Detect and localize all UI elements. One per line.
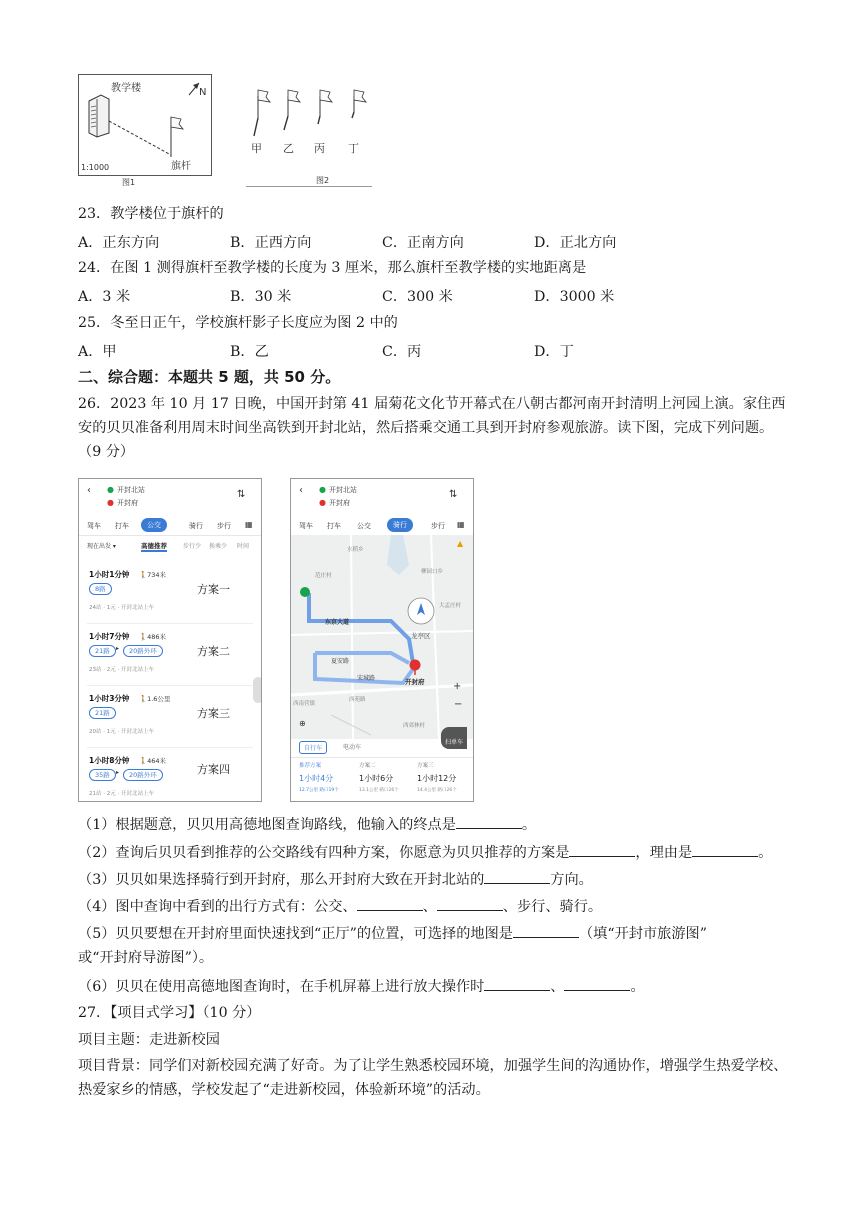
q26-sub1 [78, 814, 536, 835]
q26-sub2-text: （2）查询后贝贝看到推荐的公交路线有四种方案，你愿意为贝贝推荐的方案是 [78, 845, 570, 861]
origin-label: 开封北站 [117, 486, 145, 494]
answer-blank[interactable] [437, 896, 503, 911]
q26-sub3-end: 方向。 [550, 872, 593, 888]
tab-drive[interactable]: 驾车 [87, 522, 101, 530]
map-label: 龙亭区 [411, 632, 431, 640]
q26-sub6-text: （6）贝贝在使用高德地图查询时，在手机屏幕上进行放大操作时 [78, 979, 485, 995]
grid-icon[interactable]: ▦ [457, 520, 465, 529]
q27-title: 27．【项目式学习】（10 分） [78, 1005, 261, 1021]
q26-sub2 [78, 842, 772, 863]
answer-blank[interactable] [569, 842, 635, 857]
route-time: 1小时3分钟 [89, 694, 130, 703]
north-label: N [199, 87, 207, 98]
mode-bike[interactable]: 自行车 [299, 741, 327, 754]
dest-label: 开封府 [117, 499, 138, 507]
flag-icon [171, 117, 183, 157]
north-arrow-icon [189, 83, 199, 95]
q26-sub6-sep: 、 [550, 979, 565, 995]
route-arrow-icon: ▸ [116, 645, 120, 652]
swap-icon[interactable]: ⇅ [449, 489, 458, 500]
compass-icon [408, 598, 434, 624]
route-time: 1小时1分钟 [89, 570, 130, 579]
flag-jia-icon [254, 90, 270, 136]
flag-label-ding: 丁 [348, 142, 359, 155]
route-line-pill: 20路外环 [123, 769, 163, 781]
q26-intro: 26．2023 年 10 月 17 日晚，中国开封第 41 届菊花文化节开幕式在八朝古都河南开封清明上河园上演。家住西安的贝贝准备利用周末时间坐高铁到开封北站，然后搭乘交通工具到开封府参观旅游。读下图，完成下列问题。（9 分） [78, 396, 786, 460]
start-marker-icon [300, 587, 310, 597]
q24-option-b: B．30 米 [230, 289, 292, 305]
filter-recommended[interactable]: 高德推荐 [141, 542, 167, 550]
q27-background: 项目背景：同学们对新校园充满了好奇。为了让学生熟悉校园环境，加强学生间的沟通协作，增强学生热爱学校、热爱家乡的情感，学校发起了“走进新校园，体验新环境”的活动。 [78, 1058, 788, 1098]
plan-label-3: 方案三 [417, 763, 434, 769]
q25-option-c: C．丙 [382, 344, 422, 360]
flag-label-yi: 乙 [283, 142, 294, 155]
q26-sub4 [78, 896, 602, 917]
q25-stem: 25．冬至日正午，学校旗杆影子长度应为图 2 中的 [78, 315, 398, 331]
map-label: 范庄村 [315, 573, 332, 579]
figure-1 [78, 74, 212, 176]
answer-blank[interactable] [456, 814, 522, 829]
q26-sub4-sep: 、 [422, 899, 437, 915]
figure-1-drawing [79, 75, 211, 175]
plan-label-1: 推荐方案 [299, 763, 322, 769]
tab-walk[interactable]: 步行 [217, 522, 231, 530]
q26-sub1-end: 。 [521, 817, 537, 833]
answer-blank[interactable] [484, 869, 550, 884]
q23-stem: 23．教学楼位于旗杆的 [78, 206, 224, 222]
tab-ride[interactable]: 骑行 [387, 518, 413, 532]
route-walk: 🚶464米 [139, 757, 166, 765]
map-label: 大孟庄村 [439, 603, 462, 609]
route-line-pill: 35路 [89, 769, 116, 781]
route-map-drawing [291, 535, 473, 739]
q26-sub2-mid: ，理由是 [635, 845, 693, 861]
warning-icon[interactable]: ▲ [457, 539, 464, 548]
filter-depart-now[interactable]: 现在出发 ▾ [87, 543, 116, 550]
flag-label-jia: 甲 [251, 142, 262, 155]
plan-time-3[interactable]: 1小时12分 [417, 774, 457, 783]
q24-option-c: C．300 米 [382, 289, 453, 305]
route-line-pill: 20路外环 [123, 645, 163, 657]
phone-screenshot-ride [290, 478, 474, 802]
filter-less-transfer[interactable]: 换乘少 [209, 543, 228, 550]
tab-ride[interactable]: 骑行 [189, 522, 203, 530]
route-time: 1小时8分钟 [89, 756, 130, 765]
route-walk: 🚶734米 [139, 571, 166, 579]
flag-ding-icon [352, 90, 366, 118]
q25-option-a: A．甲 [78, 344, 117, 360]
distance-line [109, 121, 171, 155]
map-label: 夏安路 [331, 658, 350, 665]
route-item-3[interactable] [79, 689, 261, 747]
route-arrow-icon: ▸ [116, 769, 120, 776]
route-plan-label-1: 方案一 [197, 583, 230, 596]
q26-sub6-end: 。 [630, 979, 645, 995]
dest-dot-icon: ● [107, 498, 114, 507]
dest-dot-icon: ● [319, 498, 326, 507]
map-label: 柳园口乡 [421, 569, 444, 575]
map-label: 水稻乡 [347, 547, 364, 553]
route-item-1[interactable] [79, 565, 261, 623]
answer-blank[interactable] [357, 896, 423, 911]
q26-sub4-text: （4）图中查询中看到的出行方式有：公交、 [78, 899, 357, 915]
route-meta: 24站 · 1元 · 开封北站上车 [89, 605, 154, 611]
origin-label: 开封北站 [329, 486, 357, 494]
flag-bing-icon [318, 90, 332, 124]
route-line-pill: 21路 [89, 645, 116, 657]
q24-option-a: A．3 米 [78, 289, 131, 305]
map-label: 东京大道 [325, 619, 350, 626]
route-plan-label-4: 方案四 [197, 763, 230, 776]
mode-ebike[interactable]: 电动车 [343, 744, 362, 751]
figure-2 [246, 84, 372, 187]
route-time: 1小时7分钟 [89, 632, 130, 641]
building-label: 教学楼 [111, 83, 141, 94]
scan-bike-button[interactable]: 扫单车 [441, 727, 467, 749]
q26-sub3 [78, 869, 593, 890]
route-item-2[interactable] [79, 627, 261, 685]
route-line-pill: 8路 [89, 583, 112, 595]
answer-blank[interactable] [484, 976, 550, 991]
map-label: 开封府 [405, 678, 425, 686]
tab-walk[interactable]: 步行 [431, 522, 445, 530]
dest-label: 开封府 [329, 499, 350, 507]
q25-option-d: D．丁 [534, 344, 574, 360]
figure-2-caption: 图2 [316, 176, 330, 185]
q26-sub4-end: 、步行、骑行。 [502, 899, 603, 915]
q24-stem: 24．在图 1 测得旗杆至教学楼的长度为 3 厘米，那么旗杆至教学楼的实地距离是 [78, 260, 587, 276]
tab-drive[interactable]: 驾车 [299, 522, 313, 530]
zoom-in-button[interactable]: + [453, 681, 462, 692]
q26-sub3-text: （3）贝贝如果选择骑行到开封府，那么开封府大致在开封北站的 [78, 872, 485, 888]
plan-time-1[interactable]: 1小时4分 [299, 774, 334, 783]
map-label: 西苑路 [349, 697, 366, 703]
route-meta: 20站 · 1元 · 开封北站上车 [89, 729, 154, 735]
q26-sub6 [78, 976, 645, 997]
flag-label: 旗杆 [171, 161, 191, 172]
plan-meta-3: 14.4公里 路口26个 [417, 788, 457, 793]
locate-icon[interactable]: ⊕ [299, 719, 306, 728]
route-map[interactable] [291, 535, 473, 739]
route-plan-label-3: 方案三 [197, 707, 230, 720]
figure-1-caption: 图1 [122, 178, 136, 187]
q27-theme: 项目主题：走进新校园 [78, 1032, 220, 1048]
map-label: 西郊林村 [403, 723, 426, 729]
plan-label-2: 方案二 [359, 763, 376, 769]
filter-time[interactable]: 时间 [237, 543, 250, 550]
building-icon [89, 95, 109, 137]
tab-bus[interactable]: 公交 [141, 518, 167, 532]
answer-blank[interactable] [564, 976, 630, 991]
phone-screenshot-bus [78, 478, 262, 802]
origin-dot-icon: ● [107, 485, 114, 494]
q26-sub5-cont: 或“开封府导游图”）。 [78, 950, 214, 966]
q26-sub1-text: （1）根据题意，贝贝用高德地图查询路线，他输入的终点是 [78, 817, 456, 833]
scale-label: 1:1000 [81, 163, 110, 172]
tab-bus[interactable]: 公交 [357, 522, 371, 530]
q26-sub5 [78, 923, 707, 944]
route-walk: 🚶486米 [139, 633, 166, 641]
map-label: 宋城路 [357, 675, 376, 682]
plan-time-2[interactable]: 1小时6分 [359, 774, 394, 783]
map-label: 西南营镇 [293, 701, 316, 707]
q26-sub5-end: （填“开封市旅游图” [578, 926, 707, 942]
back-arrow-icon[interactable]: ‹ [299, 485, 303, 496]
scroll-handle[interactable] [253, 677, 262, 703]
tab-taxi[interactable]: 打车 [115, 522, 129, 530]
route-plan-label-2: 方案二 [197, 645, 230, 658]
flag-yi-icon [284, 90, 300, 130]
q23-option-a: A．正东方向 [78, 235, 160, 251]
q24-option-d: D．3000 米 [534, 289, 615, 305]
back-arrow-icon: ‹ [87, 485, 91, 496]
answer-blank[interactable] [692, 842, 758, 857]
origin-dot-icon: ● [319, 485, 326, 494]
q26-sub5-text: （5）贝贝要想在开封府里面快速找到“正厅”的位置，可选择的地图是 [78, 926, 513, 942]
section-2-title: 二、综合题：本题共 5 题，共 50 分。 [78, 368, 341, 386]
zoom-out-button[interactable]: − [454, 699, 463, 710]
grid-icon[interactable]: ▦ [245, 520, 253, 529]
route-walk: 🚶1.6公里 [139, 695, 171, 703]
q23-option-d: D．正北方向 [534, 235, 617, 251]
plan-meta-1: 12.7公里 路口19个 [299, 788, 339, 793]
q23-option-c: C．正南方向 [382, 235, 464, 251]
route-meta: 23站 · 2元 · 开封北站上车 [89, 667, 154, 673]
swap-icon[interactable]: ⇅ [237, 489, 246, 500]
flag-label-bing: 丙 [314, 142, 325, 155]
q25-option-b: B．乙 [230, 344, 269, 360]
route-line-pill: 21路 [89, 707, 116, 719]
route-item-4[interactable] [79, 751, 261, 801]
plan-meta-2: 13.1公里 路口26个 [359, 788, 399, 793]
q26-sub2-end: 。 [758, 845, 773, 861]
answer-blank[interactable] [513, 923, 579, 938]
filter-less-walk[interactable]: 步行少 [183, 543, 202, 550]
route-meta: 21站 · 2元 · 开封北站上车 [89, 791, 154, 797]
q23-option-b: B．正西方向 [230, 235, 312, 251]
tab-taxi[interactable]: 打车 [327, 522, 341, 530]
